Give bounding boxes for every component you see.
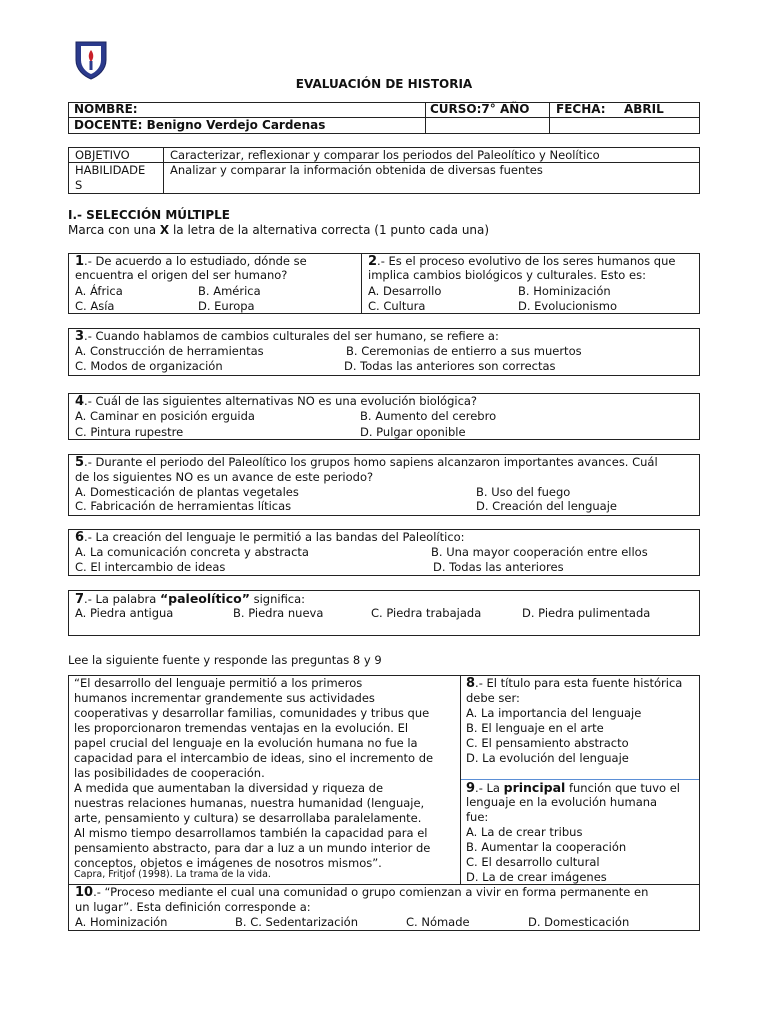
q1-option-c[interactable]: C. Asía (75, 299, 115, 313)
question-3: 3.- Cuando hablamos de cambios culturales del ser humano, se refiere a: (75, 329, 499, 344)
curso-label: CURSO:7° AÑO (430, 102, 530, 116)
q4-option-c[interactable]: C. Pintura rupestre (75, 425, 184, 439)
q9-option-a[interactable]: A. La de crear tribus (466, 825, 583, 839)
q9-option-d[interactable]: D. La de crear imágenes (466, 870, 607, 884)
q5-option-a[interactable]: A. Domesticación de plantas vegetales (75, 485, 299, 499)
question-8: 8.- El título para esta fuente histórica (466, 676, 683, 691)
source-intro: Lee la siguiente fuente y responde las preguntas 8 y 9 (68, 653, 382, 667)
objetivo-label: OBJETIVO (75, 148, 130, 162)
nombre-label: NOMBRE: (74, 102, 138, 116)
question-5-text: de los siguientes NO es un avance de este periodo? (75, 470, 374, 484)
q2-option-a[interactable]: A. Desarrollo (368, 284, 442, 298)
q9-option-b[interactable]: B. Aumentar la cooperación (466, 840, 627, 854)
q7-option-b[interactable]: B. Piedra nueva (233, 606, 324, 620)
school-shield-icon (70, 38, 112, 80)
question-6: 6.- La creación del lenguaje le permitió a las bandas del Paleolítico: (75, 530, 465, 545)
q8-option-a[interactable]: A. La importancia del lenguaje (466, 706, 642, 720)
source-line: papel crucial del lenguaje en la evolución humana no fue la (74, 736, 418, 750)
question-1: 1.- De acuerdo a lo estudiado, dónde se (75, 254, 307, 269)
q10-option-c[interactable]: C. Nómade (406, 915, 470, 929)
q2-option-c[interactable]: C. Cultura (368, 299, 426, 313)
question-9-text: lenguaje en la evolución humana (466, 795, 658, 809)
q10-option-b[interactable]: B. C. Sedentarización (235, 915, 358, 929)
q8-option-c[interactable]: C. El pensamiento abstracto (466, 736, 629, 750)
q10-option-d[interactable]: D. Domesticación (528, 915, 630, 929)
source-line: las posibilidades de cooperación. (74, 766, 265, 780)
question-5: 5.- Durante el periodo del Paleolítico los grupos homo sapiens alcanzaron importantes avances. Cuál (75, 455, 658, 470)
question-9-text-cont: fue: (466, 810, 489, 824)
question-4: 4.- Cuál de las siguientes alternativas NO es una evolución biológica? (75, 394, 478, 409)
habilidades-label: HABILIDADE (75, 163, 146, 177)
q4-option-a[interactable]: A. Caminar en posición erguida (75, 409, 255, 423)
source-line: “El desarrollo del lenguaje permitió a los primeros (74, 676, 363, 690)
page-title: EVALUACIÓN DE HISTORIA (295, 77, 473, 91)
q8-option-d[interactable]: D. La evolución del lenguaje (466, 751, 629, 765)
fecha-value: ABRIL (624, 102, 664, 116)
source-line: les proporcionaron tremendas ventajas en la evolución. El (74, 721, 409, 735)
source-line: nuestras relaciones humanas, nuestra humanidad (lenguaje, (74, 796, 425, 810)
q6-option-d[interactable]: D. Todas las anteriores (433, 560, 564, 574)
q2-option-d[interactable]: D. Evolucionismo (518, 299, 618, 313)
q1-option-b[interactable]: B. América (198, 284, 261, 298)
source-line: A medida que aumentaban la diversidad y riqueza de (74, 781, 384, 795)
q7-option-a[interactable]: A. Piedra antigua (75, 606, 174, 620)
source-line: humanos incrementar grandemente sus actividades (74, 691, 375, 705)
q3-option-d[interactable]: D. Todas las anteriores son correctas (344, 359, 556, 373)
habilidades-label-cont: S (75, 178, 83, 192)
question-2: 2.- Es el proceso evolutivo de los seres humanos que (368, 254, 676, 269)
q4-option-d[interactable]: D. Pulgar oponible (360, 425, 466, 439)
q9-option-c[interactable]: C. El desarrollo cultural (466, 855, 600, 869)
q6-option-a[interactable]: A. La comunicación concreta y abstracta (75, 545, 309, 559)
q7-option-d[interactable]: D. Piedra pulimentada (522, 606, 651, 620)
habilidades-text: Analizar y comparar la información obtenida de diversas fuentes (170, 163, 543, 177)
source-line: arte, pensamiento y cultura) se desarrollaba paralelamente. (74, 811, 422, 825)
question-2-text: implica cambios biológicos y culturales. Esto es: (368, 268, 646, 282)
q8-option-b[interactable]: B. El lenguaje en el arte (466, 721, 604, 735)
q5-option-d[interactable]: D. Creación del lenguaje (476, 499, 617, 513)
question-8-text: debe ser: (466, 691, 520, 705)
q3-option-a[interactable]: A. Construcción de herramientas (75, 344, 264, 358)
q5-option-b[interactable]: B. Uso del fuego (476, 485, 571, 499)
source-line: conceptos, objetos e imágenes de nosotros mismos”. (74, 856, 382, 870)
q2-option-b[interactable]: B. Hominización (518, 284, 611, 298)
q6-option-c[interactable]: C. El intercambio de ideas (75, 560, 226, 574)
section-title: I.- SELECCIÓN MÚLTIPLE (68, 208, 230, 222)
source-citation: Capra, Fritjof (1998). La trama de la vida. (74, 869, 271, 880)
q10-option-a[interactable]: A. Hominización (75, 915, 168, 929)
q4-option-b[interactable]: B. Aumento del cerebro (360, 409, 497, 423)
source-line: capacidad para el intercambio de ideas, sino el incremento de (74, 751, 434, 765)
q1-option-a[interactable]: A. África (75, 284, 123, 298)
question-1-text: encuentra el origen del ser humano? (75, 268, 288, 282)
section-instructions: Marca con una X la letra de la alternativa correcta (1 punto cada una) (68, 223, 490, 237)
question-7: 7.- La palabra “paleolítico” significa: (75, 591, 306, 607)
q7-option-c[interactable]: C. Piedra trabajada (371, 606, 482, 620)
q6-option-b[interactable]: B. Una mayor cooperación entre ellos (431, 545, 648, 559)
question-10: 10.- “Proceso mediante el cual una comunidad o grupo comienzan a vivir en forma permanente en (75, 885, 649, 900)
q3-option-b[interactable]: B. Ceremonias de entierro a sus muertos (346, 344, 582, 358)
question-9: 9.- La principal función que tuvo el (466, 780, 680, 796)
source-line: pensamiento abstracto, para dar a luz a un mundo interior de (74, 841, 431, 855)
objetivo-text: Caracterizar, reflexionar y comparar los periodos del Paleolítico y Neolítico (170, 148, 600, 162)
docente-label: DOCENTE: Benigno Verdejo Cardenas (74, 118, 326, 132)
fecha-label: FECHA: (556, 102, 606, 116)
source-line: cooperativas y desarrollar familias, comunidades y tribus que (74, 706, 430, 720)
q1-option-d[interactable]: D. Europa (198, 299, 255, 313)
source-line: Al mismo tiempo desarrollamos también la capacidad para el (74, 826, 428, 840)
q3-option-c[interactable]: C. Modos de organización (75, 359, 223, 373)
question-10-text: un lugar”. Esta definición corresponde a: (75, 900, 311, 914)
q5-option-c[interactable]: C. Fabricación de herramientas líticas (75, 499, 292, 513)
